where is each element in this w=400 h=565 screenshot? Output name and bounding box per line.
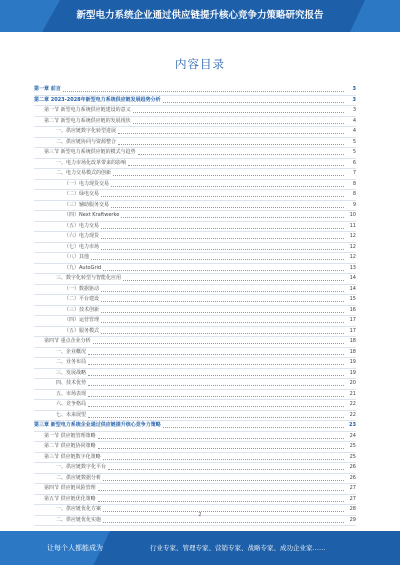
toc-entry-title: （三）辅助服务交易 [64, 201, 110, 208]
toc-leader-dots [111, 186, 344, 187]
toc-entry-title: 七、未来展望 [56, 411, 87, 418]
toc-leader-dots [138, 154, 344, 155]
toc-entry-page: 7 [352, 170, 356, 176]
toc-entry-title: （二）平台建设 [64, 296, 100, 302]
toc-leader-dots [101, 238, 344, 239]
toc-entry[interactable] [34, 159, 356, 170]
toc-leader-dots [133, 123, 344, 124]
toc-leader-dots [103, 270, 344, 271]
toc-leader-dots [101, 228, 344, 229]
toc-entry-title: 第二节 供应链协同策略 [44, 443, 96, 449]
toc-entry[interactable] [34, 190, 356, 201]
report-title: 新型电力系统企业通过供应链提升核心竞争力策略研究报告 [76, 10, 324, 21]
toc-entry-page: 8 [352, 180, 356, 187]
toc-entry[interactable] [34, 390, 356, 401]
toc-entry-title: 第四节 供应链风险管理 [44, 485, 96, 491]
toc-entry-title: 第五节 供应链优化策略 [44, 495, 96, 502]
toc-entry[interactable] [34, 337, 356, 348]
toc-entry-page: 23 [349, 422, 356, 428]
footer-slogan: 让每个人都能成为 [47, 544, 103, 552]
toc-leader-dots [163, 102, 344, 103]
toc-leader-dots [103, 522, 344, 523]
toc-entry-title: （七）电力市场 [64, 243, 100, 250]
toc-leader-dots [103, 459, 344, 460]
toc-leader-dots [101, 333, 344, 334]
toc-entry-title: 二、供应链协同与资源整合 [56, 138, 117, 145]
toc-leader-dots [88, 417, 344, 418]
toc-entry-page: 19 [349, 359, 356, 365]
toc-entry-page: 25 [349, 443, 356, 449]
toc-entry[interactable] [34, 474, 356, 485]
toc-entry-page: 12 [349, 243, 356, 250]
toc-leader-dots [93, 343, 344, 344]
toc-entry-page: 11 [349, 222, 356, 229]
toc-leader-dots [163, 427, 344, 428]
toc-entry-title: 二、业务布局 [56, 359, 87, 365]
toc-entry[interactable] [34, 169, 356, 180]
table-of-contents [34, 85, 356, 526]
toc-leader-dots [88, 375, 344, 376]
toc-entry[interactable] [34, 127, 356, 138]
toc-leader-dots [111, 207, 344, 208]
toc-leader-dots [101, 249, 344, 250]
toc-entry-title: 第三章 新型电力系统企业通过供应链提升核心竞争力策略 [34, 422, 161, 428]
toc-entry-page: 10 [349, 212, 356, 218]
toc-entry-page: 12 [349, 254, 356, 260]
toc-entry-page: 20 [349, 380, 356, 386]
toc-entry[interactable] [34, 306, 356, 317]
toc-entry[interactable] [34, 264, 356, 275]
toc-entry-page: 27 [349, 495, 356, 502]
toc-entry-title: 第二节 新型电力系统供应链的发展现状 [44, 117, 131, 124]
toc-leader-dots [101, 301, 344, 302]
toc-entry-page: 3 [352, 86, 356, 92]
toc-leader-dots [123, 280, 344, 281]
toc-entry[interactable] [34, 106, 356, 117]
toc-entry-title: （一）电力现货交易 [64, 180, 110, 187]
footer-tagline: 行业专家、管理专家、营销专家、战略专家、成功企业家…… [150, 544, 326, 552]
toc-leader-dots [101, 196, 344, 197]
toc-entry-title: 第一节 供应链管理策略 [44, 432, 96, 439]
toc-leader-dots [98, 501, 344, 502]
toc-entry-page: 24 [349, 432, 356, 439]
toc-entry-page: 19 [349, 369, 356, 376]
toc-entry-page: 4 [352, 128, 356, 134]
toc-entry[interactable] [34, 253, 356, 264]
toc-entry-page: 5 [352, 138, 356, 145]
toc-leader-dots [133, 112, 344, 113]
toc-entry[interactable] [34, 369, 356, 380]
toc-entry[interactable] [34, 327, 356, 338]
toc-leader-dots [118, 144, 344, 145]
toc-entry-title: 第一章 前言 [34, 86, 61, 92]
toc-entry[interactable] [34, 411, 356, 422]
toc-entry-page: 3 [352, 107, 356, 113]
toc-entry-page: 25 [349, 453, 356, 460]
toc-entry-title: （四）运营管理 [64, 317, 100, 323]
toc-entry-page: 17 [349, 317, 356, 323]
toc-leader-dots [91, 259, 344, 260]
toc-entry-title: 第四节 重点企业分析 [44, 338, 91, 344]
toc-entry-page: 21 [349, 390, 356, 397]
toc-leader-dots [88, 406, 344, 407]
toc-entry[interactable] [34, 379, 356, 390]
toc-leader-dots [128, 165, 344, 166]
toc-entry-page: 5 [352, 149, 356, 155]
toc-entry[interactable] [34, 463, 356, 474]
toc-entry-title: 六、竞争格局 [56, 401, 87, 407]
toc-entry-page: 8 [352, 191, 356, 197]
toc-entry-title: （九）AutoGrid [64, 264, 102, 271]
toc-entry[interactable] [34, 348, 356, 359]
toc-entry-page: 4 [352, 117, 356, 124]
toc-entry-title: 第三节 新型电力系统供应链的模式与趋势 [44, 149, 136, 155]
toc-entry-title: 第三节 供应链数字化策略 [44, 453, 101, 460]
toc-leader-dots [88, 354, 344, 355]
toc-leader-dots [88, 396, 344, 397]
toc-entry[interactable] [34, 400, 356, 411]
toc-leader-dots [103, 480, 344, 481]
toc-entry-title: （五）电力交易 [64, 222, 100, 229]
toc-entry[interactable] [34, 316, 356, 327]
toc-leader-dots [101, 322, 344, 323]
toc-entry[interactable] [34, 243, 356, 254]
toc-entry-page: 29 [349, 516, 356, 523]
toc-entry-page: 14 [349, 275, 356, 281]
toc-entry[interactable] [34, 117, 356, 128]
toc-heading: 内容目录 [175, 57, 225, 71]
toc-leader-dots [101, 291, 344, 292]
toc-leader-dots [118, 133, 344, 134]
toc-entry-page: 27 [349, 485, 356, 491]
toc-entry[interactable] [34, 295, 356, 306]
toc-entry-page: 22 [349, 401, 356, 407]
toc-entry[interactable] [34, 211, 356, 222]
toc-entry[interactable] [34, 484, 356, 495]
toc-entry-page: 16 [349, 306, 356, 313]
toc-entry-title: 二、供应链数据分析 [56, 474, 102, 481]
toc-entry[interactable] [34, 432, 356, 443]
toc-entry-title: （八）其他 [64, 254, 90, 260]
toc-entry-title: 一、供应链数字化平台 [56, 464, 107, 470]
report-header [0, 0, 400, 32]
toc-leader-dots [113, 175, 344, 176]
toc-leader-dots [98, 448, 344, 449]
toc-entry[interactable] [34, 421, 356, 432]
toc-entry-title: 第二章 2023-2028年新型电力系统供应链发展趋势分析 [34, 96, 161, 103]
toc-leader-dots [98, 438, 344, 439]
toc-entry-page: 26 [349, 474, 356, 481]
toc-entry-page: 12 [349, 233, 356, 239]
toc-leader-dots [88, 364, 344, 365]
toc-entry[interactable] [34, 201, 356, 212]
toc-entry-title: 一、电力市场化改革带来的影响 [56, 159, 127, 166]
toc-entry[interactable] [34, 232, 356, 243]
toc-entry[interactable] [34, 85, 356, 96]
toc-entry-page: 22 [349, 411, 356, 418]
toc-entry-title: （五）服务模式 [64, 327, 100, 334]
toc-leader-dots [121, 217, 344, 218]
toc-entry[interactable] [34, 495, 356, 506]
toc-entry-title: 一、供应链优化方案 [56, 506, 102, 512]
toc-entry-title: （六）电力现货 [64, 233, 100, 239]
toc-entry-page: 13 [349, 264, 356, 271]
report-footer [0, 531, 400, 565]
toc-entry-page: 28 [349, 506, 356, 512]
toc-entry[interactable] [34, 453, 356, 464]
toc-entry[interactable] [34, 148, 356, 159]
toc-entry[interactable] [34, 180, 356, 191]
toc-entry-title: 三、发展战略 [56, 369, 87, 376]
toc-entry[interactable] [34, 285, 356, 296]
toc-entry-page: 18 [349, 338, 356, 344]
page-number: 2 [198, 512, 202, 518]
toc-entry[interactable] [34, 274, 356, 285]
toc-entry-page: 15 [349, 296, 356, 302]
toc-entry-title: 一、企业概况 [56, 348, 87, 355]
toc-entry[interactable] [34, 96, 356, 107]
toc-leader-dots [88, 385, 344, 386]
toc-leader-dots [63, 91, 344, 92]
toc-entry-page: 18 [349, 348, 356, 355]
toc-leader-dots [108, 469, 344, 470]
toc-entry-title: 二、供应链优化实施 [56, 516, 102, 523]
toc-entry-title: 二、电力交易模式的创新 [56, 170, 112, 176]
toc-entry-title: 三、数字化转型与智能化应用 [56, 275, 122, 281]
toc-entry-page: 26 [349, 464, 356, 470]
toc-entry[interactable] [34, 138, 356, 149]
toc-entry[interactable] [34, 222, 356, 233]
toc-entry-title: 一、供应链数字化转型进展 [56, 128, 117, 134]
toc-entry-title: （一）数据驱动 [64, 285, 100, 292]
toc-entry-page: 17 [349, 327, 356, 334]
toc-entry-title: （二）绿电交易 [64, 191, 100, 197]
toc-entry-title: （三）技术创新 [64, 306, 100, 313]
toc-entry[interactable] [34, 442, 356, 453]
toc-entry-title: 第一节 新型电力系统供应链建设的意义 [44, 107, 131, 113]
toc-entry-page: 6 [352, 159, 356, 166]
toc-entry-page: 3 [352, 96, 356, 103]
toc-entry-title: 五、市场表现 [56, 390, 87, 397]
toc-leader-dots [98, 490, 344, 491]
toc-entry-title: 四、技术优势 [56, 380, 87, 386]
toc-entry-page: 14 [349, 285, 356, 292]
toc-entry-title: （四）Next Kraftwerke [64, 212, 120, 218]
toc-entry[interactable] [34, 358, 356, 369]
toc-entry-page: 9 [352, 201, 356, 208]
toc-leader-dots [101, 312, 344, 313]
